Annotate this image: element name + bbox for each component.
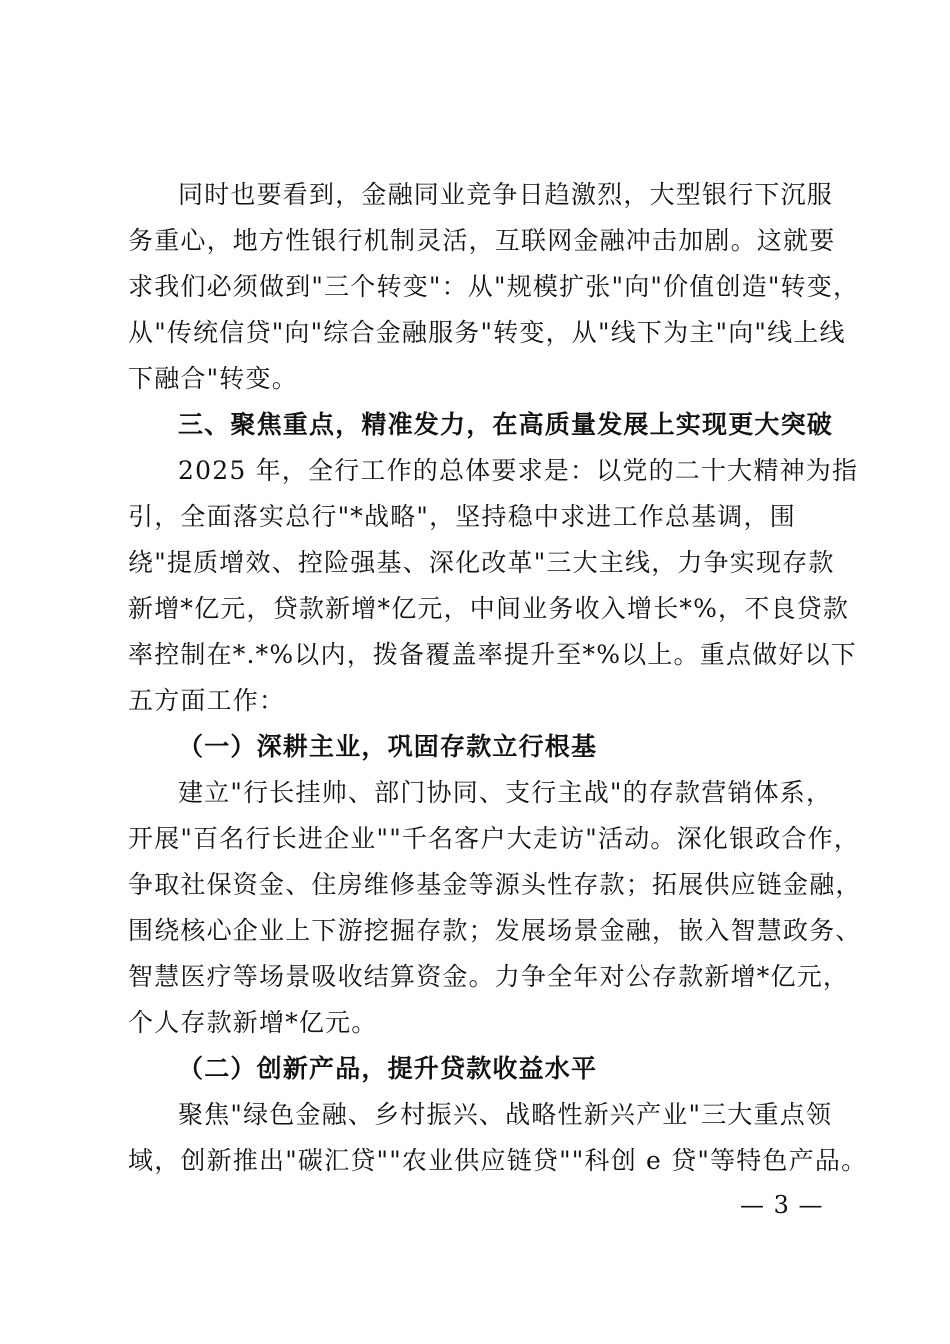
text-line: 围绕核心企业上下游挖掘存款；发展场景金融，嵌入智慧政务、 bbox=[128, 916, 862, 945]
text-line: 聚焦"绿色金融、乡村振兴、战略性新兴产业"三大重点领 bbox=[178, 1100, 833, 1129]
text-line: 务重心，地方性银行机制灵活，互联网金融冲击加剧。这就要 bbox=[128, 226, 836, 255]
text-line: 从"传统信贷"向"综合金融服务"转变，从"线下为主"向"线上线 bbox=[128, 318, 846, 347]
subheading bbox=[128, 724, 828, 770]
text-line: 智慧医疗等场景吸收结算资金。力争全年对公存款新增*亿元， bbox=[128, 962, 850, 991]
text-line: 开展"百名行长进企业""千名客户大走访"活动。深化银政合作， bbox=[128, 824, 860, 853]
text-line: 2025 年，全行工作的总体要求是：以党的二十大精神为指 bbox=[178, 456, 859, 485]
text-line: 下融合"转变。 bbox=[128, 364, 298, 393]
paragraph bbox=[128, 1092, 868, 1184]
text-line: 建立"行长挂帅、部门协同、支行主战"的存款营销体系， bbox=[178, 778, 833, 807]
text-line: 域，创新推出"碳汇贷""农业供应链贷""科创 e 贷"等特色产品。 bbox=[128, 1146, 868, 1175]
subheading-text: （一）深耕主业，巩固存款立行根基 bbox=[178, 732, 598, 761]
subheading bbox=[128, 1046, 828, 1092]
page-number: — 3 — bbox=[740, 1191, 824, 1219]
subheading-text: （二）创新产品，提升贷款收益水平 bbox=[178, 1054, 598, 1083]
text-line: 绕"提质增效、控险强基、深化改革"三大主线，力争实现存款 bbox=[128, 548, 835, 577]
section-heading bbox=[128, 402, 834, 448]
text-line: 求我们必须做到"三个转变"：从"规模扩张"向"价值创造"转变， bbox=[128, 272, 860, 301]
text-line: 五方面工作： bbox=[128, 686, 286, 715]
paragraph bbox=[128, 448, 859, 724]
paragraph bbox=[128, 770, 862, 1046]
text-line: 新增*亿元，贷款新增*亿元，中间业务收入增长*%，不良贷款 bbox=[128, 594, 850, 623]
text-line: 率控制在*.*%以内，拨备覆盖率提升至*%以上。重点做好以下 bbox=[128, 640, 857, 669]
section-heading-text: 三、聚焦重点，精准发力，在高质量发展上实现更大突破 bbox=[178, 410, 834, 439]
paragraph bbox=[128, 172, 860, 402]
document-body bbox=[128, 172, 868, 1184]
text-line: 争取社保资金、住房维修基金等源头性存款；拓展供应链金融， bbox=[128, 870, 862, 899]
text-line: 引，全面落实总行"*战略"，坚持稳中求进工作总基调，围 bbox=[128, 502, 796, 531]
text-line: 个人存款新增*亿元。 bbox=[128, 1008, 378, 1037]
text-line: 同时也要看到，金融同业竞争日趋激烈，大型银行下沉服 bbox=[178, 180, 834, 209]
